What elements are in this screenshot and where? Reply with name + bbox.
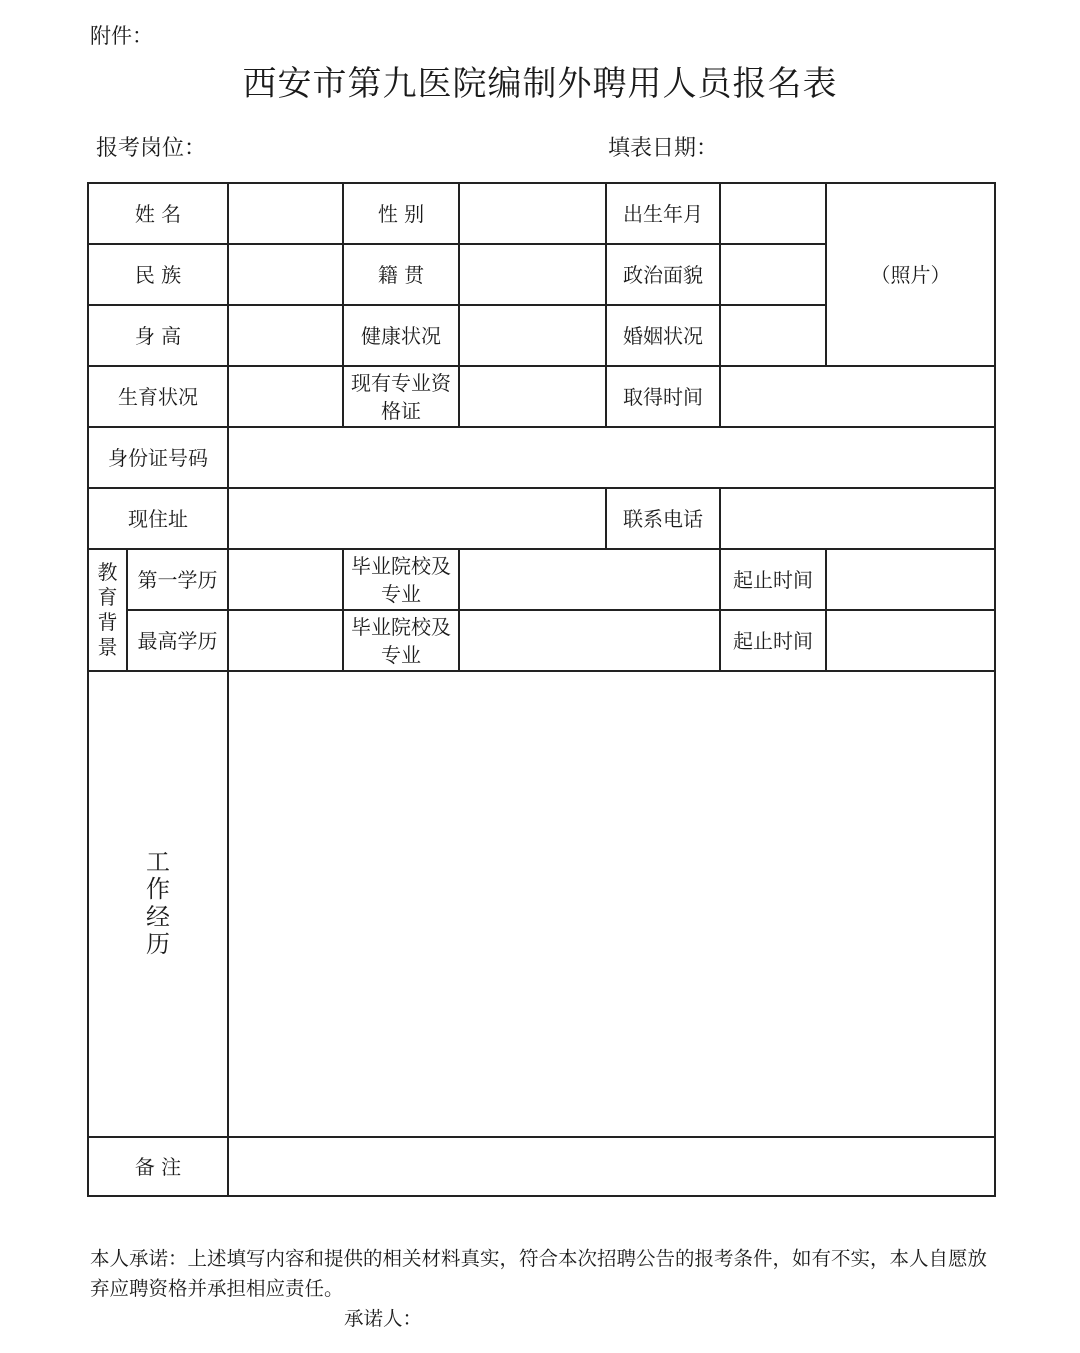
work-experience-field[interactable] — [228, 671, 995, 1137]
gender-label: 性 别 — [343, 183, 459, 244]
pledge-text: 本人承诺：上述填写内容和提供的相关材料真实，符合本次招聘公告的报考条件，如有不实，本人自愿放弃应聘资格并承担相应责任。 — [90, 1247, 988, 1301]
highest-degree-field[interactable] — [228, 610, 343, 671]
name-field[interactable] — [228, 183, 343, 244]
photo-box[interactable]: （照片） — [826, 183, 995, 366]
attachment-label: 附件： — [90, 24, 153, 48]
first-degree-field[interactable] — [228, 549, 343, 610]
highest-school-major-field[interactable] — [459, 610, 720, 671]
height-label: 身 高 — [88, 305, 228, 366]
first-school-major-label: 毕业院校及专业 — [343, 549, 459, 610]
highest-period-field[interactable] — [826, 610, 995, 671]
birth-label: 出生年月 — [606, 183, 720, 244]
phone-field[interactable] — [720, 488, 995, 549]
fertility-field[interactable] — [228, 366, 343, 427]
date-label: 填表日期： — [608, 136, 719, 161]
address-label: 现住址 — [88, 488, 228, 549]
political-status-field[interactable] — [720, 244, 826, 305]
height-field[interactable] — [228, 305, 343, 366]
signer-label: 承诺人： — [344, 1307, 423, 1330]
highest-degree-label: 最高学历 — [127, 610, 228, 671]
fertility-label: 生育状况 — [88, 366, 228, 427]
birth-field[interactable] — [720, 183, 826, 244]
ethnicity-field[interactable] — [228, 244, 343, 305]
id-number-field[interactable] — [228, 427, 995, 488]
id-number-label: 身份证号码 — [88, 427, 228, 488]
position-label: 报考岗位： — [96, 136, 207, 161]
first-period-label: 起止时间 — [720, 549, 826, 610]
ethnicity-label: 民 族 — [88, 244, 228, 305]
marital-field[interactable] — [720, 305, 826, 366]
name-label: 姓 名 — [88, 183, 228, 244]
qualification-label: 现有专业资格证 — [343, 366, 459, 427]
education-background-label: 教育背景 — [88, 549, 127, 671]
registration-form-table — [87, 182, 996, 1197]
native-place-field[interactable] — [459, 244, 606, 305]
obtained-time-field[interactable] — [720, 366, 995, 427]
form-title: 西安市第九医院编制外聘用人员报名表 — [242, 64, 838, 104]
gender-field[interactable] — [459, 183, 606, 244]
qualification-field[interactable] — [459, 366, 606, 427]
remarks-label: 备 注 — [88, 1137, 228, 1196]
marital-label: 婚姻状况 — [606, 305, 720, 366]
obtained-time-label: 取得时间 — [606, 366, 720, 427]
remarks-field[interactable] — [228, 1137, 995, 1196]
highest-school-major-label: 毕业院校及专业 — [343, 610, 459, 671]
first-degree-label: 第一学历 — [127, 549, 228, 610]
political-status-label: 政治面貌 — [606, 244, 720, 305]
first-school-major-field[interactable] — [459, 549, 720, 610]
phone-label: 联系电话 — [606, 488, 720, 549]
first-period-field[interactable] — [826, 549, 995, 610]
health-field[interactable] — [459, 305, 606, 366]
highest-period-label: 起止时间 — [720, 610, 826, 671]
work-experience-label: 工作经历 — [88, 671, 228, 1137]
native-place-label: 籍 贯 — [343, 244, 459, 305]
health-label: 健康状况 — [343, 305, 459, 366]
address-field[interactable] — [228, 488, 606, 549]
